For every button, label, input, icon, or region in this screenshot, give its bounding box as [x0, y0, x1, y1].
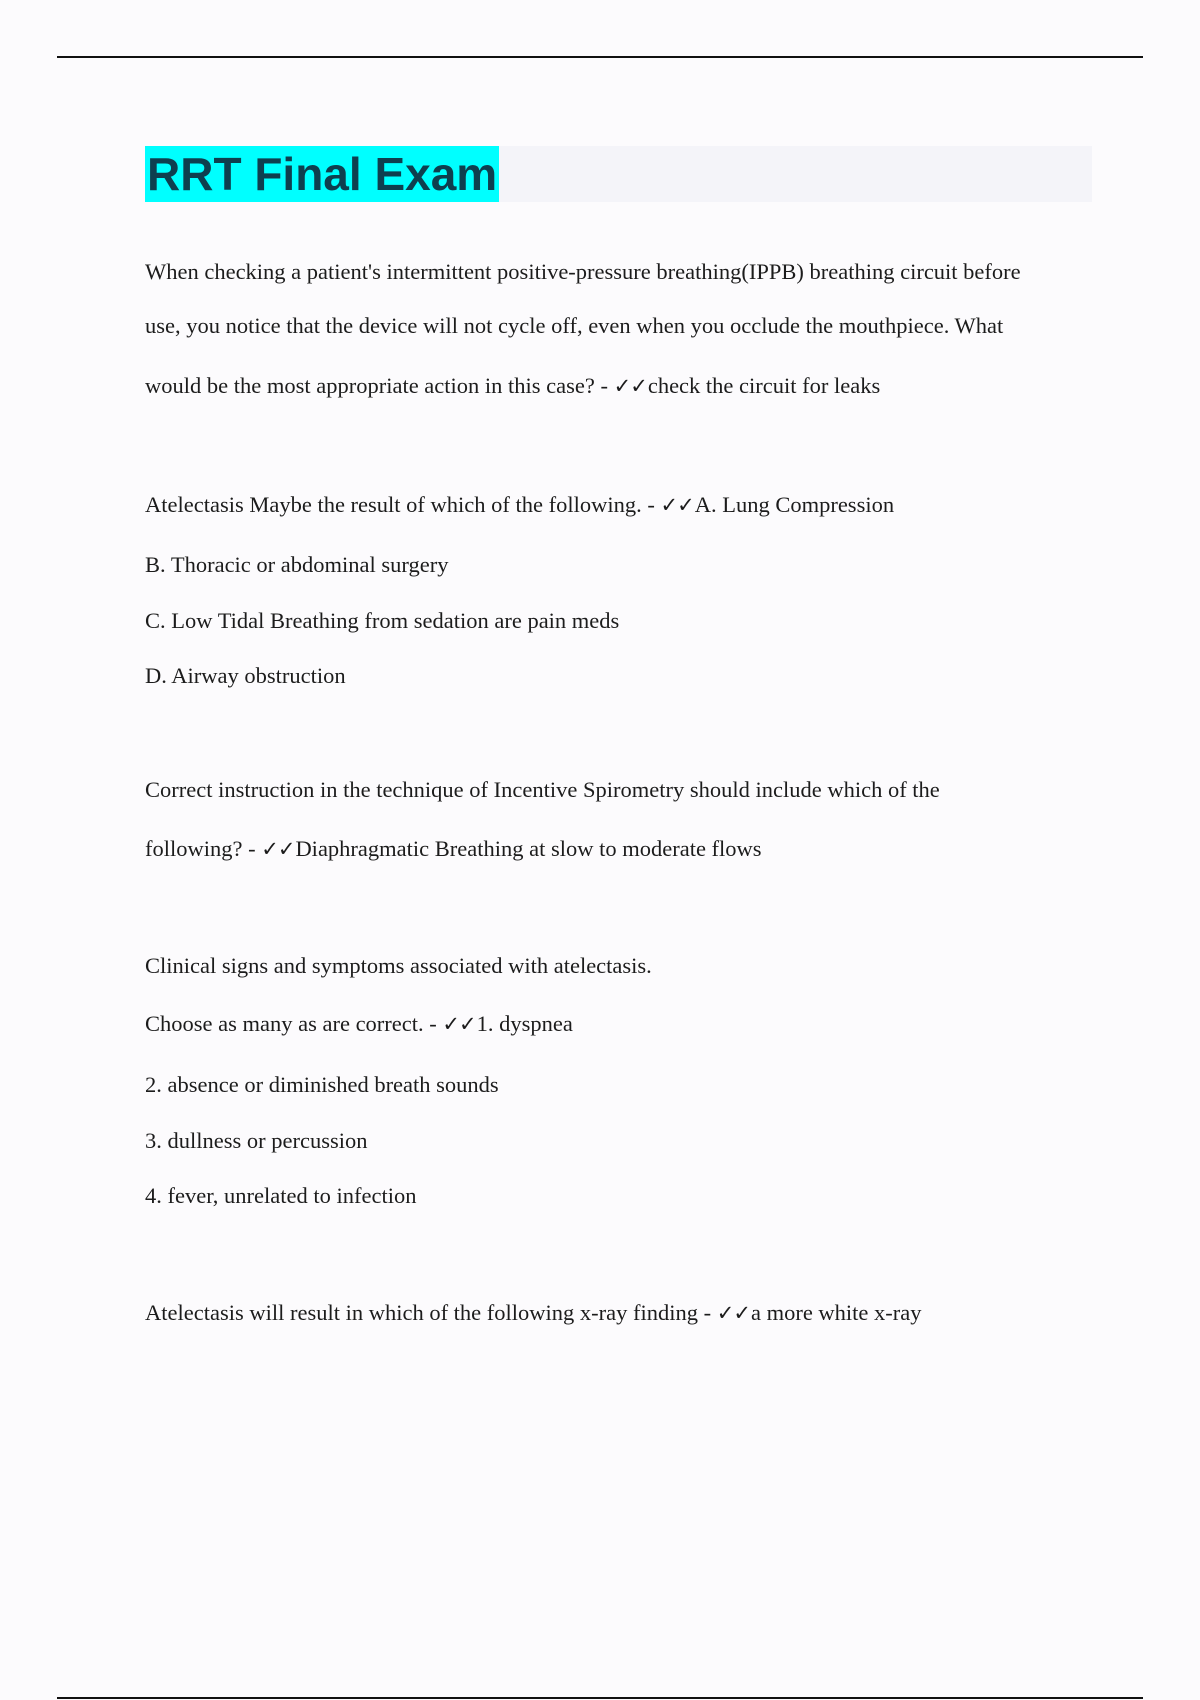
- q4-line-2: [145, 1009, 573, 1039]
- q4-item-3: 3. dullness or percussion: [145, 1128, 368, 1153]
- double-check-icon: ✓✓: [261, 837, 295, 861]
- q5-answer: a more white x-ray: [750, 1300, 922, 1325]
- q2-option-c: C. Low Tidal Breathing from sedation are pain meds: [145, 608, 620, 633]
- q3-line-2: [145, 834, 762, 864]
- q1-line-2: use, you notice that the device will not cycle off, even when you occlude the mouthpiece. What: [145, 313, 1004, 338]
- q4-question-end: Choose as many as are correct. -: [145, 1011, 437, 1036]
- q1-line-3: [145, 371, 880, 401]
- top-rule: [57, 56, 1143, 58]
- q2-option-b: B. Thoracic or abdominal surgery: [145, 552, 449, 577]
- q2-answer-a: A. Lung Compression: [694, 492, 895, 517]
- double-check-icon: ✓✓: [442, 1012, 476, 1036]
- q3-question-end: following? -: [145, 836, 256, 861]
- q5-line: [145, 1298, 922, 1328]
- q2-question-line: [145, 490, 894, 520]
- q5-question: Atelectasis will result in which of the following x-ray finding -: [145, 1300, 712, 1325]
- q2-option-d: D. Airway obstruction: [145, 663, 346, 688]
- q4-item-2: 2. absence or diminished breath sounds: [145, 1072, 499, 1097]
- q1-line-1: When checking a patient's intermittent positive-pressure breathing(IPPB) breathing circuit before: [145, 259, 1021, 284]
- double-check-icon: ✓✓: [716, 1301, 750, 1325]
- page-title: RRT Final Exam: [147, 148, 498, 200]
- q2-question: Atelectasis Maybe the result of which of the following. -: [145, 492, 655, 517]
- q4-line-1: Clinical signs and symptoms associated with atelectasis.: [145, 953, 652, 978]
- double-check-icon: ✓✓: [613, 374, 647, 398]
- q1-question-end: would be the most appropriate action in this case? -: [145, 373, 608, 398]
- double-check-icon: ✓✓: [660, 493, 694, 517]
- q3-answer: Diaphragmatic Breathing at slow to moderate flows: [295, 836, 762, 861]
- q4-answer-1: 1. dyspnea: [476, 1011, 573, 1036]
- q3-line-1: Correct instruction in the technique of Incentive Spirometry should include which of the: [145, 777, 940, 802]
- q4-item-4: 4. fever, unrelated to infection: [145, 1183, 417, 1208]
- q1-answer: check the circuit for leaks: [647, 373, 881, 398]
- bottom-rule: [57, 1697, 1143, 1699]
